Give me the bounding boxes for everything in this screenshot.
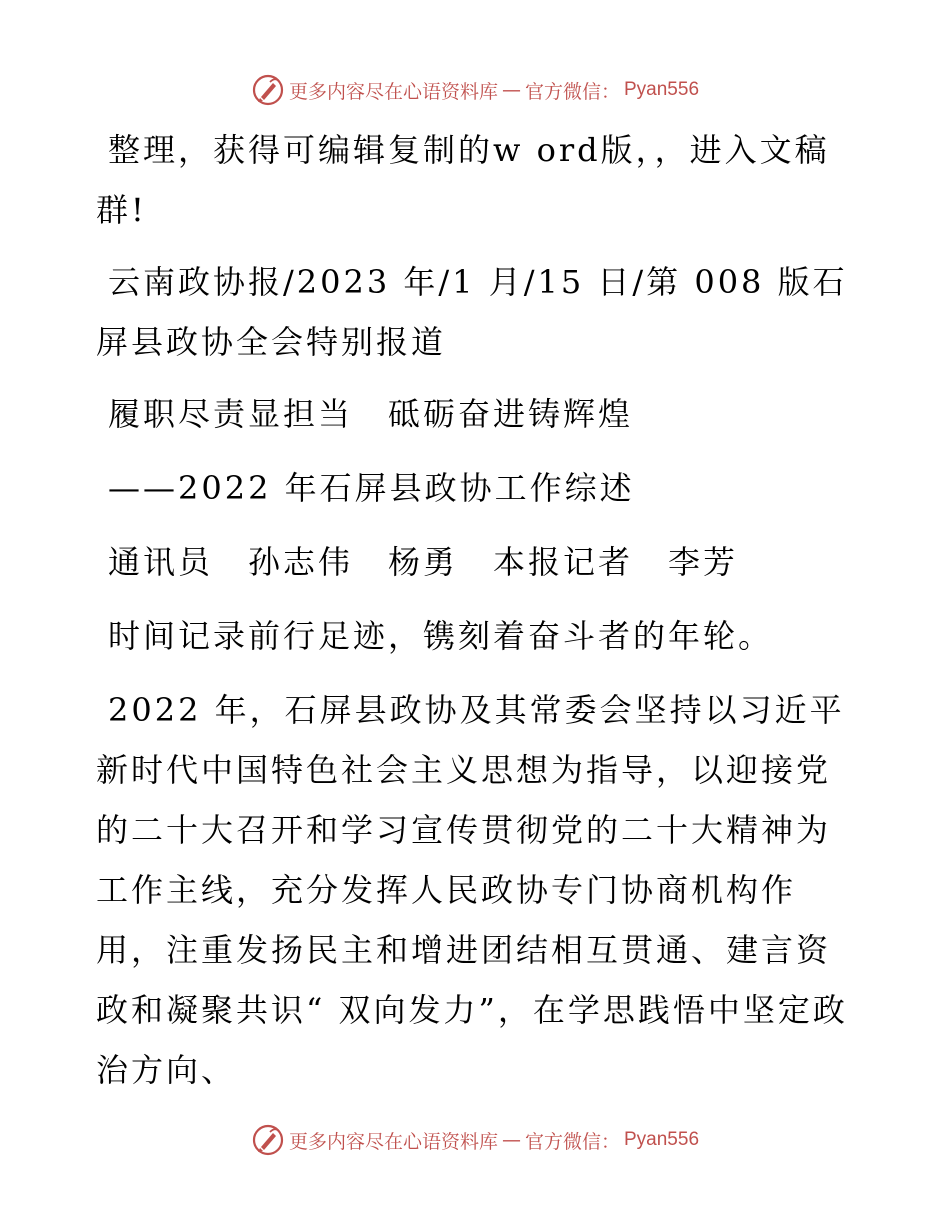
watermark-contact-label: 官方微信： <box>524 80 620 103</box>
watermark-text: 更多内容尽在心语资料库 <box>288 80 498 103</box>
source-line: 云南政协报/2023 年/1 月/15 日/第 008 版石屏县政协全会特别报道 <box>96 263 848 361</box>
footer-watermark <box>0 1120 950 1160</box>
byline: 通讯员 孙志伟 杨勇 本报记者 李芳 <box>108 543 739 581</box>
header-watermark <box>0 70 950 110</box>
watermark-contact-id: Pyan556 <box>624 79 700 100</box>
watermark-separator: — <box>501 1129 521 1151</box>
watermark-separator: — <box>501 79 521 101</box>
watermark-text: 更多内容尽在心语资料库 <box>288 1130 498 1153</box>
document-body <box>96 120 856 1100</box>
article-subtitle: ——2022 年石屏县政协工作综述 <box>108 469 635 507</box>
watermark-contact-label: 官方微信： <box>524 1130 620 1153</box>
watermark-contact-id: Pyan556 <box>624 1129 700 1150</box>
body-paragraph: 2022 年，石屏县政协及其常委会坚持以习近平新时代中国特色社会主义思想为指导，以迎接党的二十大召开和学习宣传贯彻党的二十大精神为工作主线，充分发挥人民政协专门协商机构作用，注重发扬民主和增进团结相互贯通、建言资政和凝聚共识“ 双向发力”，在学思践悟中坚定政治方向、 <box>96 691 848 1089</box>
intro-paragraph: 整理，获得可编辑复制的w ord版，，进入文稿群! <box>96 131 830 229</box>
pen-nib-logo-icon <box>251 73 285 107</box>
pen-nib-logo-icon <box>251 1123 285 1157</box>
lead-paragraph: 时间记录前行足迹，镌刻着奋斗者的年轮。 <box>108 617 774 655</box>
article-title: 履职尽责显担当 砥砺奋进铸辉煌 <box>108 395 634 433</box>
